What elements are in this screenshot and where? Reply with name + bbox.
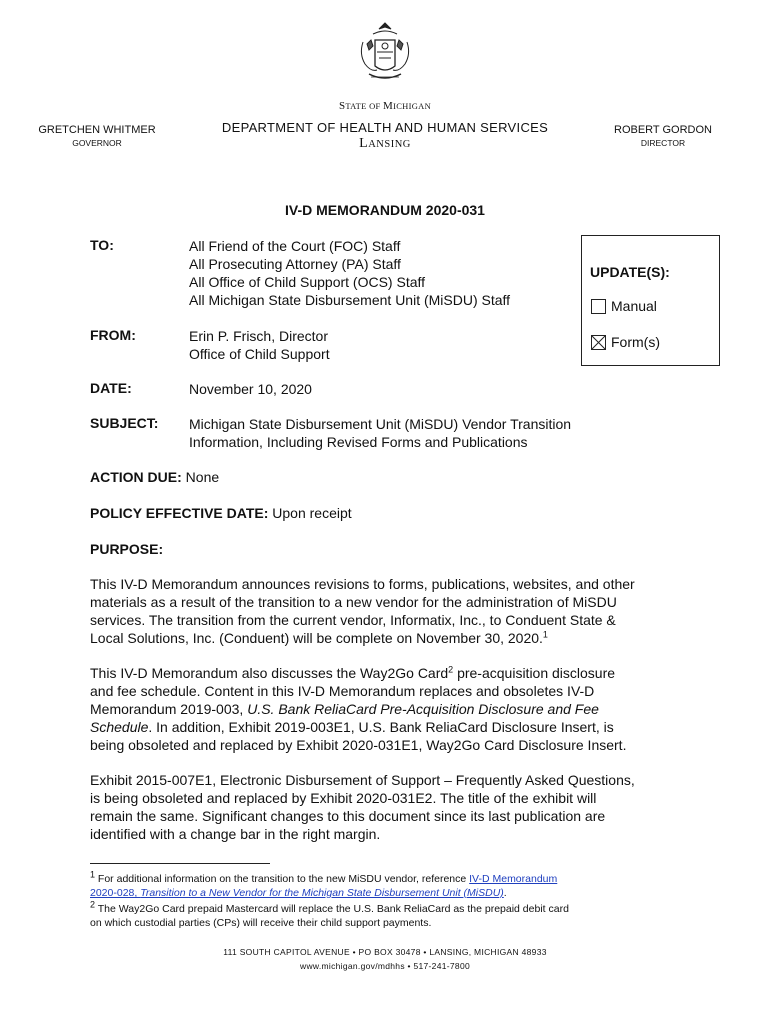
footnote-ref-2[interactable]: 2: [448, 664, 454, 675]
from-line: Office of Child Support: [189, 346, 330, 362]
policy-value: Upon receipt: [268, 505, 352, 521]
action-due: [90, 468, 690, 486]
state-heading: STATE OF MICHIGAN: [338, 100, 432, 112]
from-line: Erin P. Frisch, Director: [189, 328, 328, 344]
purpose-heading: PURPOSE:: [90, 541, 164, 557]
forms-checkbox-checked[interactable]: [591, 335, 606, 350]
policy-label: POLICY EFFECTIVE DATE:: [90, 505, 269, 521]
from-value: [189, 327, 330, 363]
footnote-1-link-title[interactable]: Transition to a New Vendor for the Michigan State Disbursement Unit (MiSDU): [140, 887, 504, 899]
to-label: TO:: [90, 237, 114, 253]
action-due-value: None: [181, 469, 220, 485]
manual-label: Manual: [611, 298, 657, 314]
to-line: All Office of Child Support (OCS) Staff: [189, 274, 426, 290]
footnote-2: 2 The Way2Go Card prepaid Mastercard will replace the U.S. Bank ReliaCard as the prepaid debit card on which custodial parties (CPs) will receive their child support payments.: [90, 899, 569, 929]
footnote-1-link-cont[interactable]: 2020-028,: [90, 887, 141, 899]
footnote-1-link[interactable]: IV-D Memorandum: [469, 873, 558, 885]
subject-label: SUBJECT:: [90, 415, 159, 431]
footnote-divider: [90, 863, 270, 864]
forms-label: Form(s): [611, 334, 660, 350]
action-due-label: ACTION DUE:: [90, 469, 182, 485]
footnote-ref-1[interactable]: 1: [542, 629, 548, 640]
memo-title: IV-D MEMORANDUM 2020-031: [285, 202, 485, 218]
city-name: LANSING: [359, 136, 411, 151]
footer-address: 111 SOUTH CAPITOL AVENUE • PO BOX 30478 • LANSING, MICHIGAN 48933: [223, 947, 547, 957]
manual-checkbox[interactable]: [591, 299, 606, 314]
footnote-1: 1 For additional information on the transition to the new MiSDU vendor, reference IV-D Memorandum 2020-028, Transition to a New Vendor for the Michigan State Disbursement Unit (MiSDU).: [90, 869, 558, 899]
department-name: DEPARTMENT OF HEALTH AND HUMAN SERVICES: [221, 120, 549, 135]
director-title: DIRECTOR: [640, 138, 686, 148]
date-label: DATE:: [90, 380, 132, 396]
paragraph-3: Exhibit 2015-007E1, Electronic Disbursement of Support – Frequently Asked Questions, is being obsoleted and replaced by Exhibit 2020-031E2. The title of the exhibit will remain the same. Significant changes to this document since its last publication are identified with a change bar in the right margin.: [90, 772, 635, 842]
policy-effective-date: [90, 504, 690, 522]
from-label: FROM:: [90, 327, 136, 343]
to-recipients: [189, 237, 510, 309]
subject-line: Information, Including Revised Forms and Publications: [189, 434, 528, 450]
paragraph-2: This IV-D Memorandum also discusses the Way2Go Card$^2$ pre-acquisition disclosure and fee schedule. Content in this IV-D Memorandum replaces and obsoletes IV-D Memorandum 2019-003, U.S. Bank ReliaCard Pre-Acquisition Disclosure and Fee Schedule. In addition, Exhibit 2019-003E1, U.S. Bank ReliaCard Disclosure Insert, is being obsoleted and replaced by Exhibit 2020-031E1, Way2Go Card Disclosure Insert.: [90, 664, 627, 753]
state-seal-icon: [355, 20, 415, 86]
footer-contact: www.michigan.gov/mdhhs • 517-241-7800: [300, 961, 470, 971]
subject-line: Michigan State Disbursement Unit (MiSDU) Vendor Transition: [189, 416, 572, 432]
governor-title: GOVERNOR: [72, 138, 122, 148]
director-name: ROBERT GORDON: [614, 124, 712, 136]
to-line: All Prosecuting Attorney (PA) Staff: [189, 256, 401, 272]
subject-value: [189, 415, 571, 451]
to-line: All Michigan State Disbursement Unit (MiSDU) Staff: [189, 292, 511, 308]
governor-name: GRETCHEN WHITMER: [38, 124, 156, 136]
paragraph-1: This IV-D Memorandum announces revisions to forms, publications, websites, and other materials as a result of the transition to a new vendor for the administration of MiSDU services. The transition from the current vendor, Informatix, Inc., to Conduent State & Local Solutions, Inc. (Conduent) will be complete on November 30, 2020.$^1$: [90, 576, 635, 646]
to-line: All Friend of the Court (FOC) Staff: [189, 238, 401, 254]
date-value: November 10, 2020: [189, 381, 312, 397]
update-title: UPDATE(S):: [590, 264, 670, 280]
